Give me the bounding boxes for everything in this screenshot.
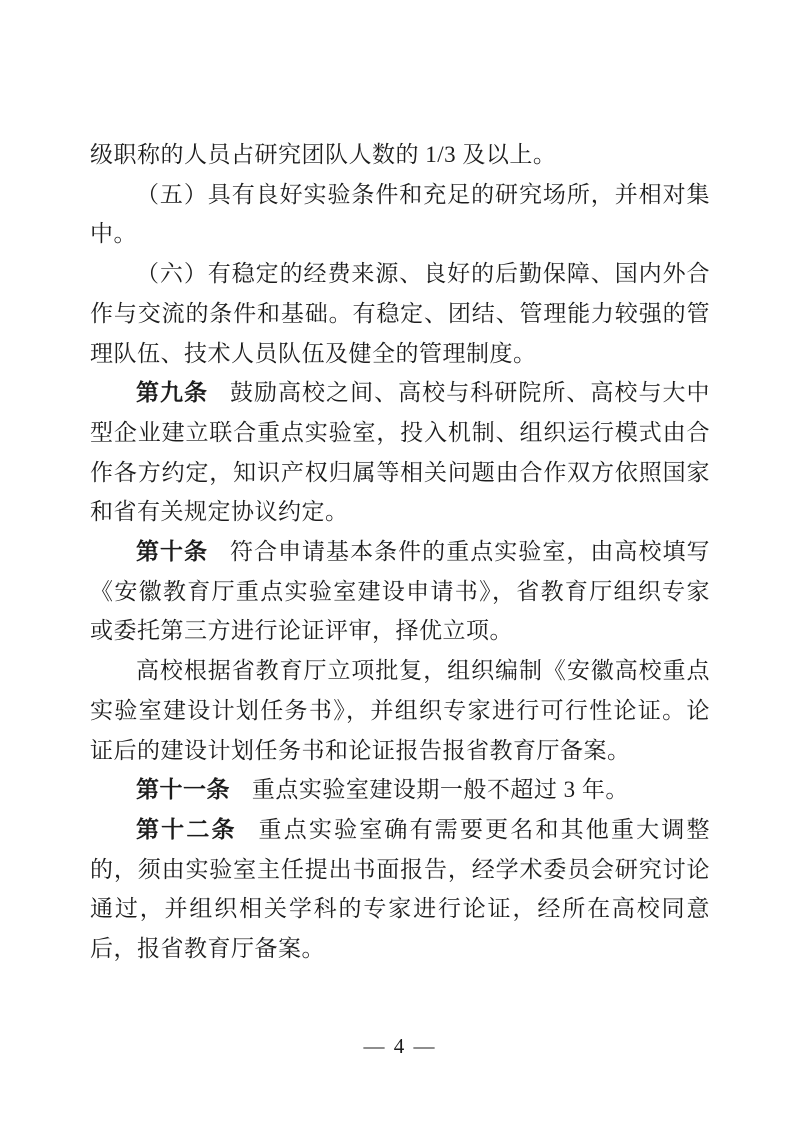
document-body [90,135,710,969]
paragraph-text: 重点实验室确有需要更名和其他重大调整的，须由实验室主任提出书面报告，经学术委员会研究讨论通过，并组织相关学科的专家进行论证，经所在高校同意后，报省教育厅备案。 [90,816,711,962]
paragraph-text: 重点实验室建设期一般不超过 3 年。 [251,777,629,803]
paragraph [90,254,710,373]
paragraph-text: 符合申请基本条件的重点实验室，由高校填写《安徽教育厅重点实验室建设申请书》，省教育厅组织专家或委托第三方进行论证评审，择优立项。 [90,539,711,644]
paragraph-text: 级职称的人员占研究团队人数的 1/3 及以上。 [90,142,557,167]
paragraph [90,532,710,651]
article-number-label: 第十一条 [136,777,230,803]
paragraph [90,373,710,532]
paragraph [90,810,710,969]
article-number-label: 第十条 [136,539,209,565]
paragraph [90,175,710,254]
article-number-label: 第十二条 [136,816,237,842]
article-number-label: 第九条 [136,380,209,406]
paragraph-text: （六）有稳定的经费来源、良好的后勤保障、国内外合作与交流的条件和基础。有稳定、团结、管理能力较强的管理队伍、技术人员队伍及健全的管理制度。 [90,261,710,366]
paragraph [90,770,710,810]
paragraph [90,651,710,770]
paragraph [90,135,710,175]
paragraph-text: （五）具有良好实验条件和充足的研究场所，并相对集中。 [90,181,710,247]
paragraph-text: 鼓励高校之间、高校与科研院所、高校与大中型企业建立联合重点实验室，投入机制、组织运行模式由合作各方约定，知识产权归属等相关问题由合作双方依照国家和省有关规定协议约定。 [90,380,711,525]
page-number: — 4 — [363,1034,437,1058]
paragraph-text: 高校根据省教育厅立项批复，组织编制《安徽高校重点实验室建设计划任务书》，并组织专家进行可行性论证。论证后的建设计划任务书和论证报告报省教育厅备案。 [90,658,710,763]
